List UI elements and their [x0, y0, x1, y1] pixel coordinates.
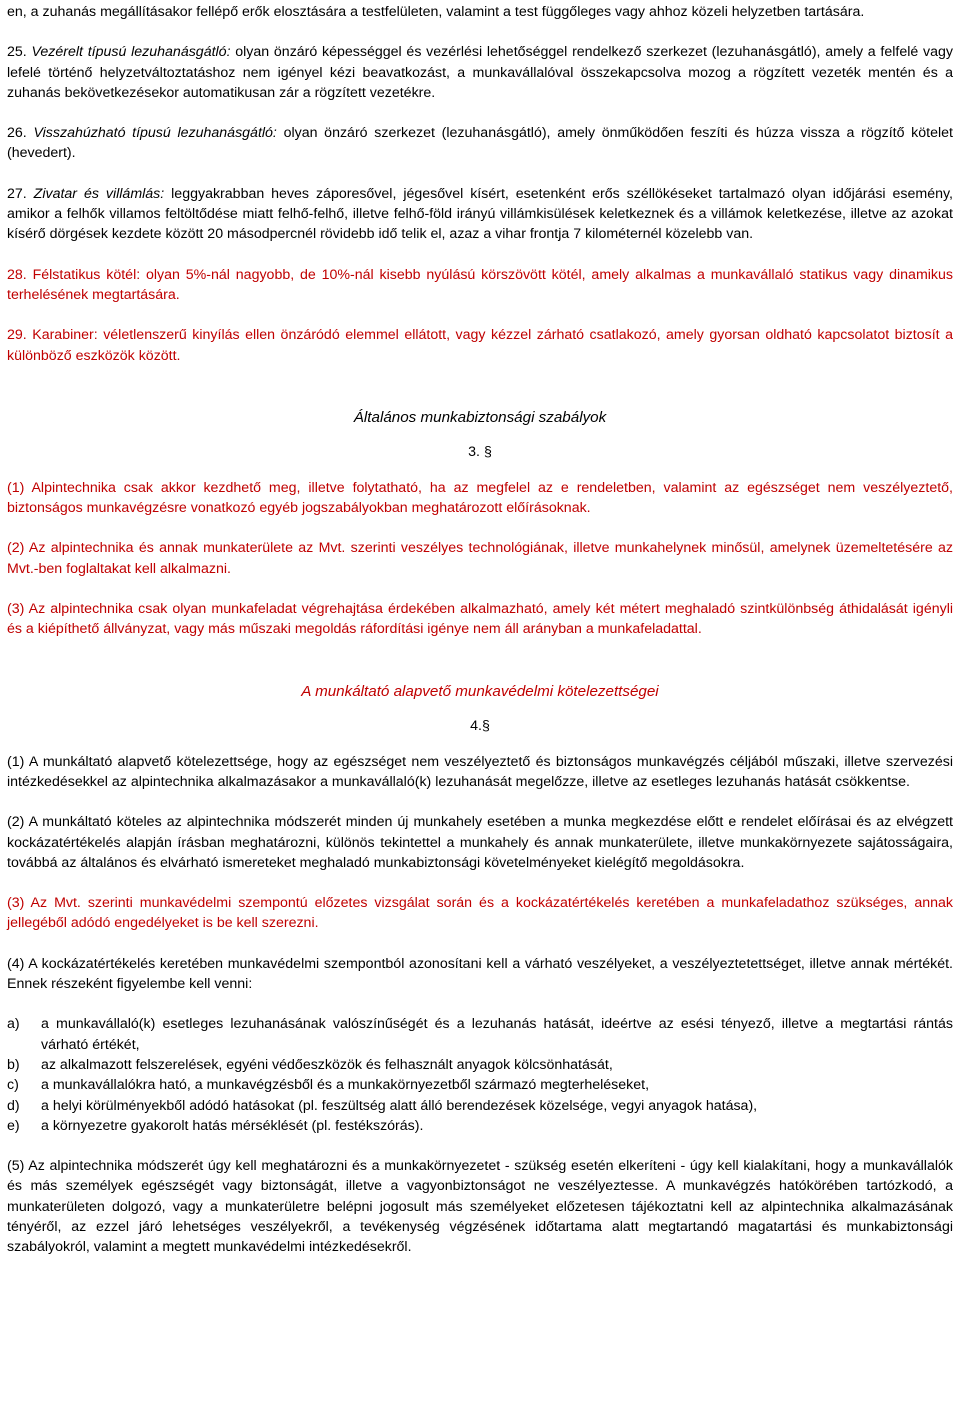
section-4-paragraph-4: (4) A kockázatértékelés keretében munkavédelmi szempontból azonosítani kell a várható veszélyeket, a veszélyeztetettséget, illetve annak mértékét. Ennek részeként figyelembe kell venni: — [7, 955, 953, 993]
definition-text: olyan önzáró képességgel és vezérlési lehetőséggel rendelkező szerkezet (lezuhanásgátló), amely a felfelé vagy lefelé történő helyzetváltoztatáshoz nem igényel kézi beavatkozást, a munkavállalóval összekapcsolva mozog a rögzített vezeték mentén és a zuhanás bekövetkezésekor automatikusan zár a rögzített vezetékre. — [7, 44, 953, 101]
list-item-label: a) — [7, 1016, 20, 1033]
section-4-paragraph-2: (2) A munkáltató köteles az alpintechnika módszerét minden új munkahely esetében a munka megkezdése előtt e rendelet előírásai és az elvégzett kockázatértékelés alapján írásban meghatározni, különös tekintettel a munkahely és annak munkaterülete, illetve munkakörnyezete sajátosságaira, továbbá az általános és elvárható ismereteket meghaladó munkabiztonsági követelményeket kielégítő megoldásokra. — [7, 814, 953, 871]
definition-text: Karabiner: véletlenszerű kinyílás ellen önzáródó elemmel ellátott, vagy kézzel zárható csatlakozó, amely gyorsan oldható kapcsolatot biztosít a különböző eszközök között. — [7, 327, 953, 364]
list-item-label: c) — [7, 1077, 19, 1094]
definition-26 — [7, 123, 953, 164]
list-item — [7, 1014, 953, 1055]
definition-number: 27. — [7, 185, 27, 202]
list-item — [7, 1055, 953, 1075]
definition-number: 28. — [7, 266, 27, 283]
intro-paragraph: en, a zuhanás megállításakor fellépő erők elosztására a testfelületen, valamint a test függőleges vagy ahhoz közeli helyzetben tartására. — [7, 4, 865, 20]
list-item — [7, 1116, 953, 1136]
definition-text: Félstatikus kötél: olyan 5%-nál nagyobb, de 10%-nál kisebb nyúlású körszövött kötél, amely alkalmas a munkavállaló statikus vagy dinamikus terhelésének megtartására. — [7, 266, 953, 303]
definition-29 — [7, 325, 953, 366]
section-4-paragraph-5: (5) Az alpintechnika módszerét úgy kell meghatározni és a munkakörnyezetet - szükség esetén elkeríteni - úgy kell kialakítani, hogy a munkavállalók és más személyek egészségét vagy biztonságát, illetve a vagyonbiztonságot ne veszélyeztesse. A munkavégzés hatókörében tartózkodó, a munkaterületen dolgozó, vagy a munkaterületre belépni jogosult más személyeket előzetesen tájékoztatni kell az alpintechnika alkalmazásának tényéről, az ezzel járó lehetséges veszélyekről, a tevékenység végzésének időtartama alatt megtartandó magatartási és munkabiztonsági szabályokról, valamint a megtett munkavédelmi intézkedésekről. — [7, 1158, 953, 1256]
list-item-text: a munkavállaló(k) esetleges lezuhanásának valószínűségét és a lezuhanás hatását, ideértve az esési tényező, illetve a megtartási rántás várható értékét, — [41, 1016, 953, 1053]
definition-text: leggyakrabban heves záporesővel, jégesővel kísért, esetenként erős széllökéseket tartalmazó olyan időjárási esemény, amikor a felhők villamos feltöltődése miatt felhő-felhő, illetve felhő-föld irányú villámkisülések keletkeznek és a villámok keletkezése, illetve az azokat kísérő dörgések kezdete között 20 másodpercnél rövidebb idő telik el, azaz a vihar frontja 7 kilométernél közelebb van. — [7, 185, 953, 243]
definition-number: 26. — [7, 125, 27, 142]
section-4-heading: A munkáltató alapvető munkavédelmi kötelezettségei — [301, 682, 659, 700]
definition-term: Zivatar és villámlás: — [33, 185, 165, 202]
list-item-text: a környezetre gyakorolt hatás mérséklését (pl. festékszórás). — [41, 1117, 424, 1134]
section-4-number: 4.§ — [470, 717, 490, 734]
definition-25 — [7, 42, 953, 103]
section-sign-icon: § — [481, 717, 490, 734]
section-3-paragraph-2: (2) Az alpintechnika és annak munkaterülete az Mvt. szerinti veszélyes technológiának, illetve munkahelynek minősül, amelynek üzemeltetésére az Mvt.-ben foglaltakat kell alkalmazni. — [7, 540, 953, 577]
list-item-text: a munkavállalókra ható, a munkavégzésből és a munkakörnyezetből származó megterheléseket, — [41, 1077, 650, 1094]
definition-term: Vezérelt típusú lezuhanásgátló: — [31, 44, 231, 61]
section-3-number: 3. § — [468, 443, 492, 460]
list-item-text: az alkalmazott felszerelések, egyéni védőeszközök és felhasznált anyagok kölcsönhatását, — [41, 1056, 613, 1073]
definition-28 — [7, 265, 953, 306]
list-item-label: b) — [7, 1056, 20, 1073]
list-item — [7, 1075, 953, 1095]
definition-27 — [7, 184, 953, 245]
list-item-text: a helyi körülményekből adódó hatásokat (pl. feszültség alatt álló berendezések közelsége, vegyi anyagok hatása), — [41, 1097, 758, 1114]
definition-number: 25. — [7, 44, 27, 61]
list-item-label: e) — [7, 1117, 20, 1134]
risk-factor-list — [7, 1014, 953, 1136]
section-sign-icon: § — [483, 443, 492, 460]
definition-term: Visszahúzható típusú lezuhanásgátló: — [33, 125, 277, 142]
section-4-paragraph-3: (3) Az Mvt. szerinti munkavédelmi szempontú előzetes vizsgálat során és a kockázatértékelés keretében a munkafeladathoz szükséges, annak jellegéből adódó engedélyeket is be kell szerezni. — [7, 895, 953, 932]
list-item — [7, 1096, 953, 1116]
section-3-paragraph-3: (3) Az alpintechnika csak olyan munkafeladat végrehajtása érdekében alkalmazható, amely két métert meghaladó szintkülönbség áthidalását igényli és a kiépíthető állványzat, vagy más műszaki megoldás ráfordítási igénye nem áll arányban a munkafeladattal. — [7, 601, 953, 638]
section-3-paragraph-1: (1) Alpintechnika csak akkor kezdhető meg, illetve folytatható, ha az megfelel az e rendeletben, valamint az egészséget nem veszélyeztető, biztonságos munkavégzésre vonatkozó egyéb jogszabályokban meghatározott előírásoknak. — [7, 479, 953, 517]
list-item-label: d) — [7, 1097, 20, 1114]
definition-text: olyan önzáró szerkezet (lezuhanásgátló), amely önműködően feszíti és húzza vissza a rögzítő kötelet (hevedert). — [7, 125, 953, 162]
definition-number: 29. — [7, 327, 27, 344]
section-4-paragraph-1: (1) A munkáltató alapvető kötelezettsége, hogy az egészséget nem veszélyeztető és biztonságos munkavégzés céljából műszaki, illetve szervezési intézkedésekkel az alpintechnika alkalmazásakor a munkavállaló(k) lezuhanását megelőzze, illetve az esetleges lezuhanás hatását csökkentse. — [7, 753, 953, 790]
section-3-heading: Általános munkabiztonsági szabályok — [353, 408, 607, 426]
